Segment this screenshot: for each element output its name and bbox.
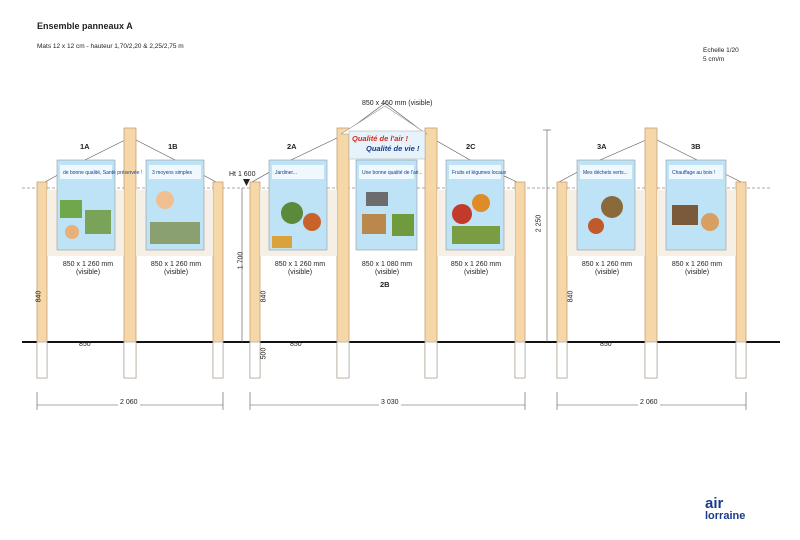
panel-label-2B: 2B [380, 280, 390, 289]
panel-size-caption [270, 261, 330, 277]
panel-label-2A: 2A [287, 142, 297, 151]
post [337, 128, 349, 378]
width-850-label: 850 [290, 341, 302, 348]
size-line: (visible) [75, 269, 101, 276]
height-840-label: 840 [260, 290, 268, 303]
panel-headline: de bonne qualité, Santé préservée ! [63, 170, 143, 176]
diagram-title: Ensemble panneaux A [37, 21, 133, 31]
post [124, 128, 136, 378]
panel-size-caption [446, 261, 506, 277]
panel-headline: 3 moyens simples [152, 170, 193, 176]
height-840-label: 840 [35, 290, 43, 303]
panel-size-caption [357, 261, 417, 277]
logo-lorraine: lorraine [705, 510, 746, 522]
panel-size-caption [667, 261, 727, 277]
width-group2-label: 3 030 [381, 399, 399, 406]
height-1600-label: Ht 1 600 [229, 171, 256, 178]
size-line: (visible) [463, 269, 489, 276]
size-line: (visible) [163, 269, 189, 276]
air-lorraine-logo [705, 497, 745, 522]
diagram-subtitle: Mats 12 x 12 cm - hauteur 1,70/2,20 & 2,25/2,75 m [37, 43, 184, 50]
panel-headline: Jardiner... [275, 170, 297, 176]
post [425, 128, 437, 378]
top-banner-size: 850 x 460 mm (visible) [362, 100, 433, 107]
panel-headline: Une bonne qualité de l'air... [362, 170, 423, 176]
panel-label-2C: 2C [466, 142, 476, 151]
depth-500-label: 500 [260, 347, 268, 360]
size-line: 850 x 1 080 mm [361, 261, 413, 268]
height-2250-label: 2 250 [535, 214, 543, 233]
post [645, 128, 657, 378]
height-840-label: 840 [567, 290, 575, 303]
panel-size-caption [577, 261, 637, 277]
panel-label-1A: 1A [80, 142, 90, 151]
width-group1-label: 2 060 [120, 399, 138, 406]
height-1700-label: 1 700 [237, 251, 245, 270]
size-line: (visible) [684, 269, 710, 276]
panel-headline: Mes déchets verts... [583, 170, 628, 176]
size-line: 850 x 1 260 mm [62, 261, 114, 268]
scale-unit: 5 cm/m [703, 56, 725, 63]
size-line: 850 x 1 260 mm [150, 261, 202, 268]
width-850-label: 850 [600, 341, 612, 348]
size-line: 850 x 1 260 mm [274, 261, 326, 268]
panel-label-3A: 3A [597, 142, 607, 151]
height-marker-arrow [243, 179, 250, 186]
panel-size-caption [146, 261, 206, 277]
logo-air: air [705, 495, 724, 512]
post-foundations [37, 342, 746, 378]
size-line: 850 x 1 260 mm [671, 261, 723, 268]
width-group3-label: 2 060 [640, 399, 658, 406]
panel-label-3B: 3B [691, 142, 701, 151]
panel-label-1B: 1B [168, 142, 178, 151]
width-850-label: 850 [79, 341, 91, 348]
scale-ratio: Echelle 1/20 [703, 47, 739, 54]
panel-headline: Chauffage au bois ! [672, 170, 716, 176]
size-line: (visible) [287, 269, 313, 276]
panel-headline: Fruits et légumes locaux [452, 170, 507, 176]
top-banner-line1: Qualité de l'air ! [352, 134, 408, 143]
size-line: (visible) [594, 269, 620, 276]
panel-size-caption [58, 261, 118, 277]
size-line: (visible) [374, 269, 400, 276]
size-line: 850 x 1 260 mm [450, 261, 502, 268]
top-banner-line2: Qualité de vie ! [366, 144, 420, 153]
size-line: 850 x 1 260 mm [581, 261, 633, 268]
